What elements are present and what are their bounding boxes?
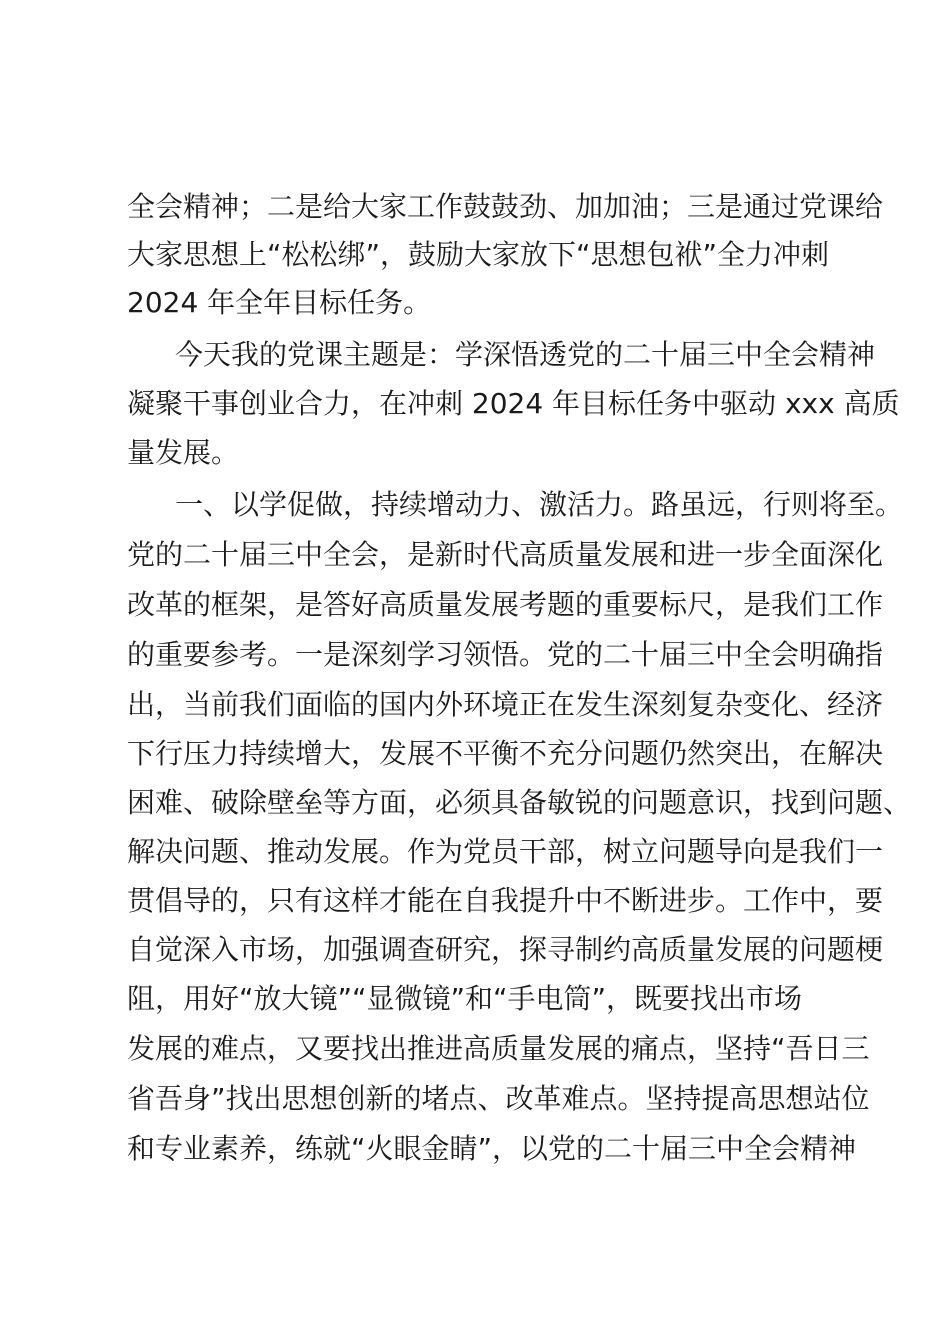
text-line: 解决问题、推动发展。作为党员干部，树立问题导向是我们一 [127,835,884,868]
text-line: 出，当前我们面临的国内外环境正在发生深刻复杂变化、经济 [127,688,884,721]
text-line: 党的二十届三中全会，是新时代高质量发展和进一步全面深化 [127,538,884,571]
text-line: 自觉深入市场，加强调查研究，探寻制约高质量发展的问题梗 [127,933,884,966]
text-line: 和专业素养，练就“火眼金睛”，以党的二十届三中全会精神 [127,1132,857,1165]
text-line: 阻，用好“放大镜”“显微镜”和“手电筒”，既要找出市场 [127,982,803,1015]
text-line: 下行压力持续增大，发展不平衡不充分问题仍然突出，在解决 [127,737,884,770]
paragraph-first-line: 一、以学促做，持续增动力、激活力。路虽远，行则将至。 [175,488,904,521]
text-line: 改革的框架，是答好高质量发展考题的重要标尺，是我们工作 [127,588,884,621]
text-line: 省吾身”找出思想创新的堵点、改革难点。坚持提高思想站位 [127,1082,870,1115]
text-line: 困难、破除壁垒等方面，必须具备敏锐的问题意识，找到问题、 [127,786,912,819]
text-line: 发展的难点，又要找出推进高质量发展的痛点，坚持“吾日三 [127,1032,870,1065]
text-line: 的重要参考。一是深刻学习领悟。党的二十届三中全会明确指 [127,638,884,671]
text-line: 2024 年全年目标任务。 [127,286,432,319]
text-line: 全会精神；二是给大家工作鼓鼓劲、加加油；三是通过党课给 [127,190,884,223]
paragraph-first-line: 今天我的党课主题是：学深悟透党的二十届三中全会精神 [175,338,876,371]
text-line: 大家思想上“松松绑”，鼓励大家放下“思想包袱”全力冲刺 [127,238,830,271]
text-line: 凝聚干事创业合力，在冲刺 2024 年目标任务中驱动 xxx 高质 [127,387,900,420]
text-line: 量发展。 [127,436,240,469]
text-line: 贯倡导的，只有这样才能在自我提升中不断进步。工作中，要 [127,884,884,917]
